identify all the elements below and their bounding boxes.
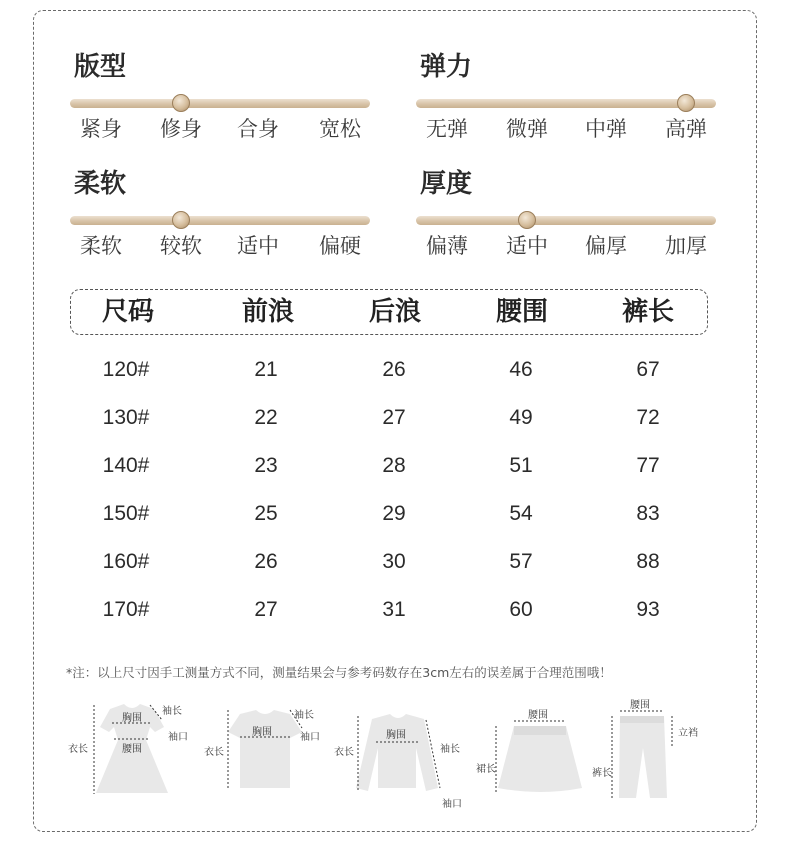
sweater-chest-label: 胸围 [386,730,406,741]
cell-front-rise: 21 [254,358,278,381]
header-back-rise: 后浪 [368,297,421,327]
tshirt-shape [228,710,302,788]
pants-waist-label: 腰围 [630,700,650,711]
cell-waist: 54 [509,502,533,525]
tshirt-diagram [204,708,320,790]
sweater-diagram [334,714,462,810]
cell-pants-length: 77 [636,454,660,477]
dress-sleeve-label: 袖长 [162,706,182,717]
cell-front-rise: 22 [254,406,278,429]
dress-length-label: 衣长 [68,744,88,755]
attr-option: 修身 [160,117,202,141]
dress-cuff-label: 袖口 [168,732,188,743]
tshirt-cuff-label: 袖口 [300,732,320,743]
sweater-shape [356,714,438,791]
table-row [0,394,790,442]
pants-shape [619,716,667,798]
attr-option: 偏薄 [426,234,468,258]
cell-front-rise: 23 [254,454,278,477]
attr-thickness [420,167,720,258]
attr-slider-track [70,99,370,108]
attr-options [74,231,374,261]
skirt-length-label: 裙长 [476,764,496,775]
attr-option: 宽松 [319,117,361,141]
attr-slider-knob [518,211,536,229]
attr-option: 合身 [237,117,279,141]
attr-option: 适中 [237,234,279,258]
skirt-shape [498,726,582,792]
attr-option: 较软 [160,234,202,258]
pants-length-label: 裤长 [592,768,612,779]
cell-waist: 57 [509,550,533,573]
attr-option: 无弹 [426,117,468,141]
cell-back-rise: 31 [382,598,406,621]
cell-waist: 46 [509,358,533,381]
header-size: 尺码 [101,297,154,327]
cell-pants-length: 72 [636,406,660,429]
attr-option: 适中 [506,234,548,258]
cell-waist: 49 [509,406,533,429]
table-row [0,442,790,490]
pants-diagram [592,699,698,798]
attr-title: 版型 [74,52,127,82]
skirt-waist-label: 腰围 [528,710,548,721]
cell-pants-length: 88 [636,550,660,573]
cell-waist: 60 [509,598,533,621]
attr-options [420,231,720,261]
sweater-sleeve-label: 袖长 [440,744,460,755]
cell-waist: 51 [509,454,533,477]
dress-chest-label: 胸围 [122,713,142,724]
tshirt-sleeve-label: 袖长 [294,710,314,721]
dress-waist-label: 腰围 [122,744,142,755]
attr-slider-knob [172,211,190,229]
table-row [0,346,790,394]
cell-back-rise: 27 [382,406,406,429]
attr-title: 厚度 [420,169,473,199]
cell-front-rise: 25 [254,502,278,525]
attr-option: 高弹 [665,117,707,141]
attr-slider-knob [172,94,190,112]
attr-options [74,114,374,144]
attr-option: 偏硬 [319,234,361,258]
cell-back-rise: 26 [382,358,406,381]
cell-size: 120# [102,358,150,381]
attr-slider-track [416,216,716,225]
cell-pants-length: 83 [636,502,660,525]
attr-option: 柔软 [80,234,122,258]
attr-option: 中弹 [585,117,627,141]
attr-title: 柔软 [74,169,127,199]
sweater-cuff-label: 袖口 [442,799,462,810]
cell-pants-length: 93 [636,598,660,621]
cell-front-rise: 27 [254,598,278,621]
measurement-note: *注：以上尺寸因手工测量方式不同，测量结果会与参考码数存在3cm左右的误差属于合理范围哦！ [66,665,612,680]
attr-elasticity [420,50,720,141]
cell-back-rise: 28 [382,454,406,477]
header-waist: 腰围 [495,297,548,327]
attr-slider-track [70,216,370,225]
size-table-header [70,289,708,335]
attr-fit [74,50,374,141]
table-row [0,586,790,634]
cell-pants-length: 67 [636,358,660,381]
attr-option: 微弹 [506,117,548,141]
cell-back-rise: 30 [382,550,406,573]
skirt-diagram [476,709,582,792]
sweater-length-label: 衣长 [334,747,354,758]
attr-softness [74,167,374,258]
attr-option: 加厚 [665,234,707,258]
attr-option: 偏厚 [585,234,627,258]
attr-options [420,114,720,144]
tshirt-length-label: 衣长 [204,747,224,758]
pants-rise-label: 立裆 [678,728,698,739]
header-front-rise: 前浪 [241,297,294,327]
garment-diagrams [0,690,790,820]
attr-slider-track [416,99,716,108]
cell-size: 140# [102,454,150,477]
cell-front-rise: 26 [254,550,278,573]
header-pants-length: 裤长 [621,297,674,327]
attr-slider-knob [677,94,695,112]
cell-size: 170# [102,598,150,621]
attr-title: 弹力 [420,52,473,82]
cell-size: 150# [102,502,150,525]
cell-size: 160# [102,550,150,573]
dress-diagram [68,704,188,794]
cell-back-rise: 29 [382,502,406,525]
tshirt-chest-label: 胸围 [252,727,272,738]
table-row [0,490,790,538]
cell-size: 130# [102,406,150,429]
attr-option: 紧身 [80,117,122,141]
table-row [0,538,790,586]
